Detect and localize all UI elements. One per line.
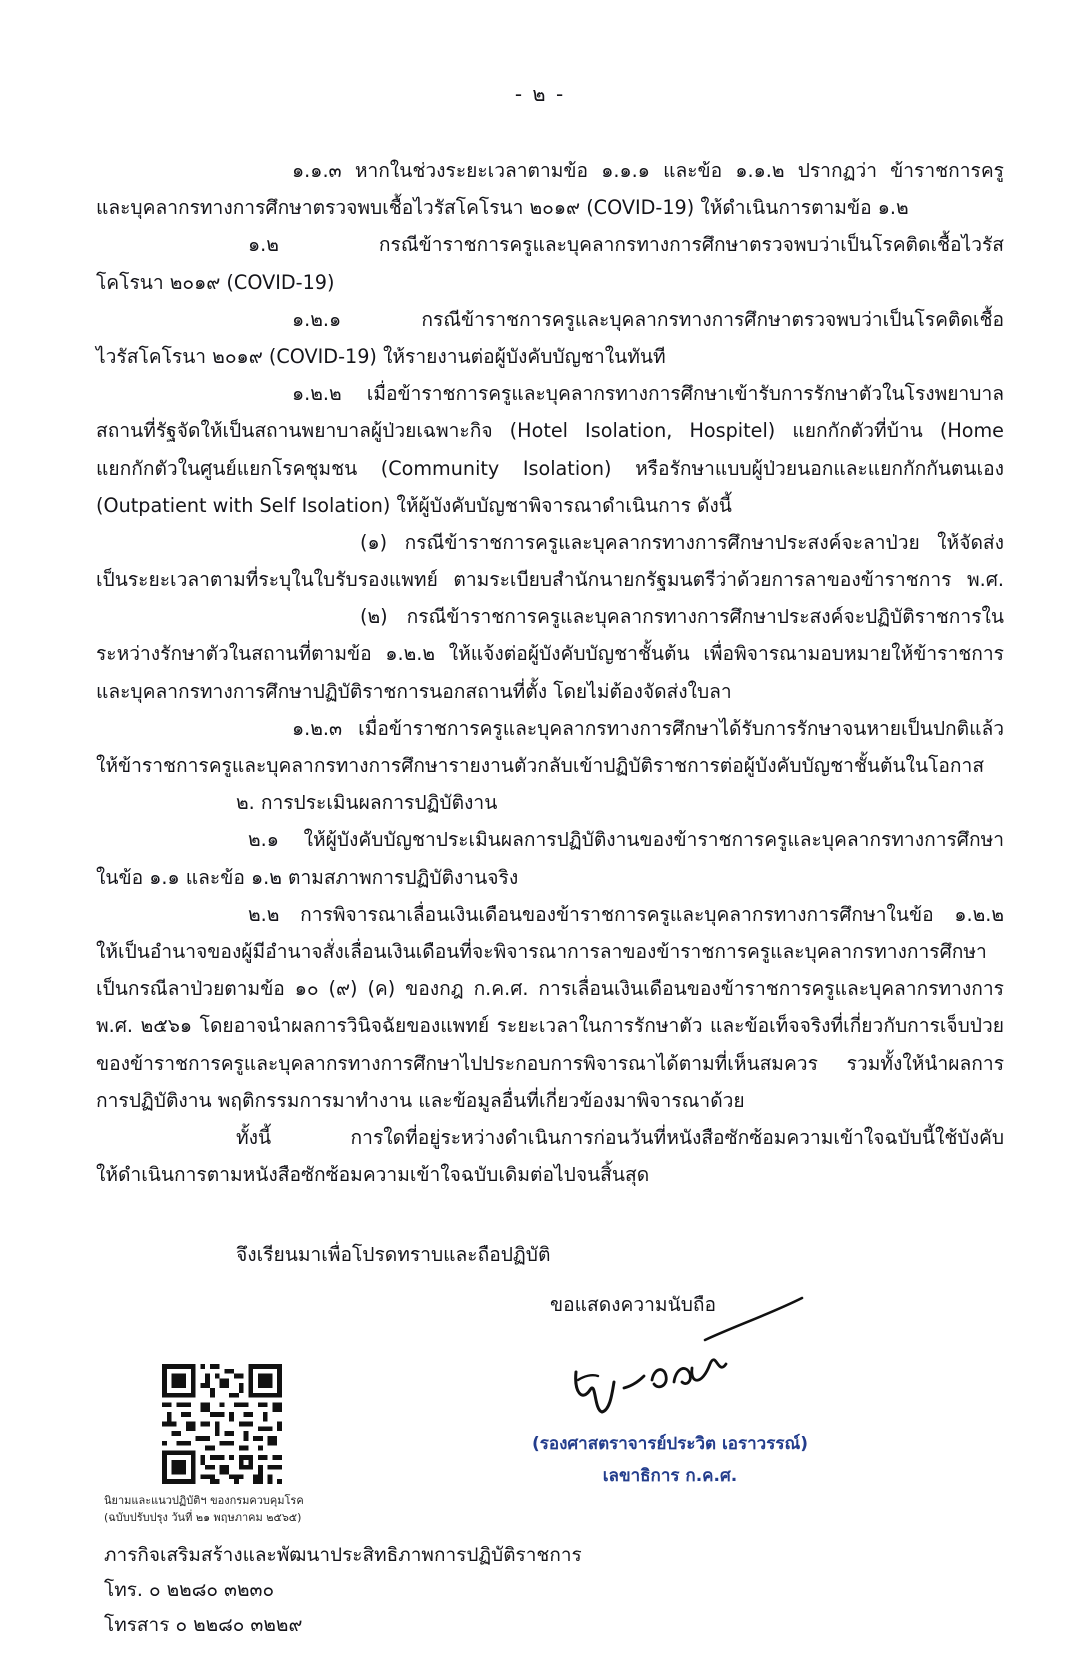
paragraph-4-line-2: สถานที่รัฐจัดให้เป็นสถานพยาบาลผู้ป่วยเฉพาะกิจ (Hotel Isolation, Hospitel) แยกกักตัวที่บ้าน (Home	[96, 419, 1004, 443]
paragraph-10-line-4: พ.ศ. ๒๕๖๑ โดยอาจนำผลการวินิจฉัยของแพทย์ ระยะเวลาในการรักษาตัว และข้อเท็จจริงที่เกี่ยวกับการเจ็บป่วย	[96, 1014, 1004, 1038]
paragraph-2-line-2: โคโรนา ๒๐๑๙ (COVID-19)	[96, 270, 335, 294]
closing-sentence: จึงเรียนมาเพื่อโปรดทราบและถือปฏิบัติ	[236, 1243, 551, 1266]
contact-footer	[104, 1538, 582, 1643]
paragraph-5-line-2: เป็นระยะเวลาตามที่ระบุในใบรับรองแพทย์ ตามระเบียบสำนักนายกรัฐมนตรีว่าด้วยการลาของข้าราชการ พ.ศ.	[96, 568, 1004, 592]
paragraph-7-line-2: ให้ข้าราชการครูและบุคลากรทางการศึกษารายงานตัวกลับเข้าปฏิบัติราชการต่อผู้บังคับบัญชาชั้นต้นในโอกาส	[96, 754, 985, 777]
paragraph-10-line-2: ให้เป็นอำนาจของผู้มีอำนาจสั่งเลื่อนเงินเดือนที่จะพิจารณาการลาของข้าราชการครูและบุคลากรทางการศึกษา	[96, 939, 987, 963]
paragraph-4-line-3: แยกกักตัวในศูนย์แยกโรคชุมชน (Community Isolation) หรือรักษาแบบผู้ป่วยนอกและแยกกักกันตนเอง	[96, 456, 1004, 480]
section-2-heading: ๒. การประเมินผลการปฏิบัติงาน	[236, 791, 498, 815]
paragraph-6-line-2: ระหว่างรักษาตัวในสถานที่ตามข้อ ๑.๒.๒ ให้แจ้งต่อผู้บังคับบัญชาชั้นต้น เพื่อพิจารณามอบหมายให้ข้าราชการ	[96, 642, 1004, 666]
footer-fax: โทรสาร ๐ ๒๒๘๐ ๓๒๒๙	[104, 1614, 303, 1636]
paragraph-7-line-1: ๑.๒.๓ เมื่อข้าราชการครูและบุคลากรทางการศึกษาได้รับการรักษาจนหายเป็นปกติแล้ว	[292, 716, 1004, 740]
paragraph-1-line-2: และบุคลากรทางการศึกษาตรวจพบเชื้อไวรัสโคโรนา ๒๐๑๙ (COVID-19) ให้ดำเนินการตามข้อ ๑.๒	[96, 196, 909, 220]
paragraph-3-line-1: ๑.๒.๑ กรณีข้าราชการครูและบุคลากรทางการศึกษาตรวจพบว่าเป็นโรคติดเชื้อ	[292, 307, 1004, 331]
qr-code[interactable]	[162, 1364, 282, 1484]
document-body	[96, 152, 1004, 1193]
paragraph-9-line-1: ๒.๑ ให้ผู้บังคับบัญชาประเมินผลการปฏิบัติงานของข้าราชการครูและบุคลากรทางการศึกษา	[248, 828, 1004, 852]
paragraph-3-line-2: ไวรัสโคโรนา ๒๐๑๙ (COVID-19) ให้รายงานต่อผู้บังคับบัญชาในทันที	[96, 344, 666, 368]
signer-title: เลขาธิการ ก.ค.ศ.	[602, 1466, 738, 1486]
paragraph-4-line-4: (Outpatient with Self Isolation) ให้ผู้บังคับบัญชาพิจารณาดำเนินการ ดังนี้	[96, 493, 732, 517]
paragraph-6-line-1: (๒) กรณีข้าราชการครูและบุคลากรทางการศึกษาประสงค์จะปฏิบัติราชการใน	[360, 605, 1004, 629]
paragraph-2-line-1: ๑.๒ กรณีข้าราชการครูและบุคลากรทางการศึกษาตรวจพบว่าเป็นโรคติดเชื้อไวรัส	[248, 233, 1004, 257]
qr-caption-line-1: นิยามและแนวปฏิบัติฯ ของกรมควบคุมโรค	[104, 1494, 304, 1507]
qr-caption	[104, 1492, 424, 1526]
signer-name: (รองศาสตราจารย์ประวิต เอราวรรณ์)	[531, 1434, 809, 1454]
paragraph-10-line-5: ของข้าราชการครูและบุคลากรทางการศึกษาไปประกอบการพิจารณาได้ตามที่เห็นสมควร รวมทั้งให้นำผลการ	[96, 1051, 1004, 1075]
paragraph-11-line-1: ทั้งนี้ การใดที่อยู่ระหว่างดำเนินการก่อนวันที่หนังสือซักซ้อมความเข้าใจฉบับนี้ใช้บังคับ	[236, 1125, 1004, 1149]
page-number: - ๒ -	[514, 82, 566, 106]
paragraph-10-line-6: การปฏิบัติงาน พฤติกรรมการมาทำงาน และข้อมูลอื่นที่เกี่ยวข้องมาพิจารณาด้วย	[96, 1088, 745, 1112]
footer-phone: โทร. ๐ ๒๒๘๐ ๓๒๓๐	[104, 1579, 275, 1601]
regards-text: ขอแสดงความนับถือ	[550, 1293, 717, 1316]
footer-department: ภารกิจเสริมสร้างและพัฒนาประสิทธิภาพการปฏิบัติราชการ	[104, 1544, 582, 1566]
paragraph-1-line-1: ๑.๑.๓ หากในช่วงระยะเวลาตามข้อ ๑.๑.๑ และข้อ ๑.๑.๒ ปรากฏว่า ข้าราชการครู	[292, 159, 1004, 182]
paragraph-6-line-3: และบุคลากรทางการศึกษาปฏิบัติราชการนอกสถานที่ตั้ง โดยไม่ต้องจัดส่งใบลา	[96, 679, 732, 703]
paragraph-4-line-1: ๑.๒.๒ เมื่อข้าราชการครูและบุคลากรทางการศึกษาเข้ารับการรักษาตัวในโรงพยาบาล	[292, 382, 1004, 406]
paragraph-10-line-1: ๒.๒ การพิจารณาเลื่อนเงินเดือนของข้าราชการครูและบุคลากรทางการศึกษาในข้อ ๑.๒.๒	[248, 902, 1004, 926]
paragraph-5-line-1: (๑) กรณีข้าราชการครูและบุคลากรทางการศึกษาประสงค์จะลาป่วย ให้จัดส่ง	[360, 530, 1004, 554]
signature-block	[500, 1290, 840, 1490]
paragraph-9-line-2: ในข้อ ๑.๑ และข้อ ๑.๒ ตามสภาพการปฏิบัติงานจริง	[96, 865, 519, 889]
paragraph-11-line-2: ให้ดำเนินการตามหนังสือซักซ้อมความเข้าใจฉบับเดิมต่อไปจนสิ้นสุด	[96, 1163, 650, 1187]
qr-caption-line-2: (ฉบับปรับปรุง วันที่ ๒๑ พฤษภาคม ๒๕๖๕)	[104, 1511, 302, 1524]
handwritten-signature	[540, 1290, 830, 1420]
paragraph-10-line-3: เป็นกรณีลาป่วยตามข้อ ๑๐ (๙) (ค) ของกฎ ก.ค.ศ. การเลื่อนเงินเดือนของข้าราชการครูและบุคลากรทางการ	[96, 977, 1004, 1001]
